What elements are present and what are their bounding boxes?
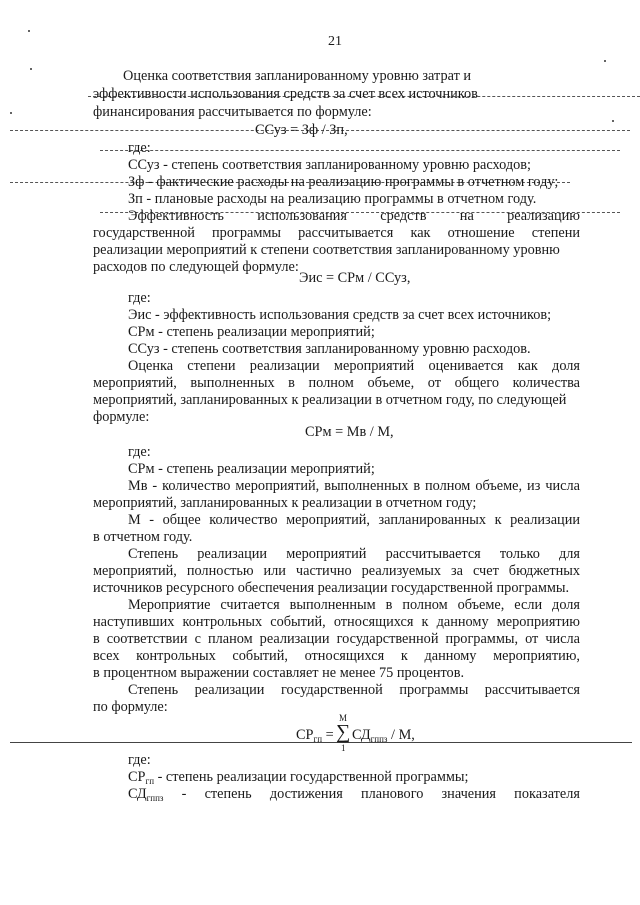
scan-speck [604, 60, 606, 62]
scan-speck [28, 30, 30, 32]
text-line: где: [128, 290, 151, 306]
formula-text: СРм = Мв / М, [305, 424, 394, 440]
text-line: М - общее количество мероприятий, запланированных к реализации [128, 512, 580, 528]
text-line: ССуз - степень соответствия запланированному уровню расходов; [128, 157, 532, 173]
text-line: где: [128, 140, 151, 156]
text-line: мероприятий, выполненных в полном объеме, от общего количества [93, 375, 580, 391]
text-line: государственной программы рассчитывается как отношение степени [93, 225, 580, 241]
sum-lower-limit: 1 [341, 743, 346, 753]
text-line: формуле: [93, 409, 150, 425]
text-line: где: [128, 752, 151, 768]
text-line: мероприятий, полностью или частично реализуемых за счет бюджетных [93, 563, 580, 579]
text-line: всех контрольных событий, относящихся к данному мероприятию, [93, 648, 580, 664]
text-line: Мв - количество мероприятий, выполненных в полном объеме, из числа [128, 478, 580, 494]
text-line: Степень реализации государственной программы рассчитывается [128, 682, 580, 698]
scan-speck [612, 120, 614, 122]
text-line: в процентном выражении составляет не менее 75 процентов. [93, 665, 465, 681]
formula-text: ССуз = Зф / Зп, [255, 122, 348, 138]
text-line: по формуле: [93, 699, 168, 715]
text-line: в отчетном году. [93, 529, 193, 545]
text-line: мероприятий, запланированных к реализации в отчетном году; [93, 495, 477, 511]
scan-artifact-line [100, 150, 620, 151]
text-line: наступивших контрольных событий, относящихся к данному мероприятию [93, 614, 580, 630]
text-line: реализации мероприятий к степени соответствия запланированному уровню [93, 242, 560, 258]
text-line: Зф - фактические расходы на реализацию программы в отчетном году; [128, 174, 559, 190]
text-line: Оценка степени реализации мероприятий оценивается как доля [128, 358, 580, 374]
text-line: в соответствии с планом реализации государственной программы, от числа [93, 631, 580, 647]
text-line: источников ресурсного обеспечения реализации государственной программы. [93, 580, 570, 596]
sigma-icon: ∑ [336, 721, 351, 743]
text-line: где: [128, 444, 151, 460]
formula-term: $СД_{гппз}$ / М, [352, 727, 415, 744]
text-line: СРм - степень реализации мероприятий; [128, 461, 375, 477]
text-line: Зп - плановые расходы на реализацию программы в отчетном году. [128, 191, 537, 207]
text-line: ССуз - степень соответствия запланированному уровню расходов. [128, 341, 531, 357]
text-line: Степень реализации мероприятий рассчитывается только для [128, 546, 580, 562]
sum-upper-limit: M [339, 713, 348, 723]
text-line: эффективности использования средств за счет всех источников [93, 86, 478, 102]
definition-sd: $СД_{гппз}$ - степень достижения планового значения показателя [128, 786, 580, 803]
text-line: Эис - эффективность использования средств за счет всех источников; [128, 307, 552, 323]
formula-lhs: $СР_{гп}$ = [296, 727, 334, 744]
scan-speck [30, 68, 32, 70]
text-line: финансирования рассчитывается по формуле: [93, 104, 372, 120]
page-number: 21 [328, 34, 342, 49]
scan-speck [10, 112, 12, 114]
text-line: мероприятий, запланированных к реализации в отчетном году, по следующей [93, 392, 567, 408]
text-line: Эффективность использования средств на реализацию [128, 208, 580, 224]
definition-sr: $СР_{гп}$ - степень реализации государственной программы; [128, 769, 469, 786]
formula-sum [296, 714, 466, 754]
text-line: СРм - степень реализации мероприятий; [128, 324, 375, 340]
text-line: Оценка соответствия запланированному уровню затрат и [123, 68, 472, 84]
formula-text: Эис = СРм / ССуз, [299, 270, 411, 286]
text-line: Мероприятие считается выполненным в полном объеме, если доля [128, 597, 580, 613]
text-line: расходов по следующей формуле: [93, 259, 299, 275]
